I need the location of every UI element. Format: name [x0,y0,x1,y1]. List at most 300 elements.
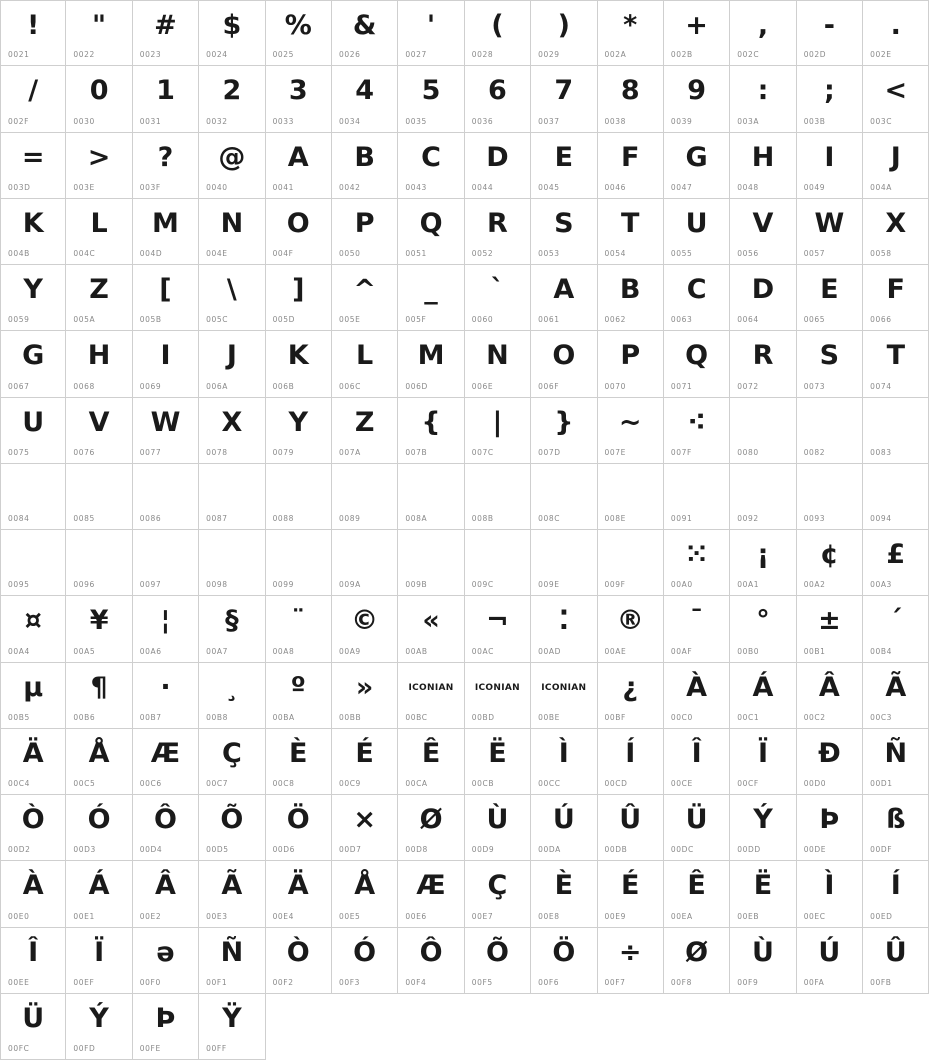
glyph-cell[interactable] [664,133,730,199]
glyph-image: Ü [22,1002,45,1034]
glyph-cell[interactable] [332,530,398,596]
glyph-code-label: 0074 [870,381,892,391]
glyph-cell[interactable] [730,398,796,464]
glyph-cell[interactable] [863,265,929,331]
glyph-cell[interactable] [531,530,597,596]
glyph-cell[interactable] [598,861,664,927]
glyph-code-label: 007C [471,447,494,457]
glyph-cell[interactable] [797,398,863,464]
glyph-image: 2 [222,75,242,107]
glyph-cell[interactable] [66,66,132,132]
glyph-image: U [22,406,45,438]
glyph-cell[interactable] [664,464,730,530]
glyph-cell[interactable] [266,663,332,729]
glyph-code-label: 009A [338,580,361,590]
glyph-code-label: 00CF [737,779,759,788]
glyph-code-label: 0060 [471,315,494,325]
glyph-cell[interactable] [133,663,199,729]
glyph-cell[interactable] [332,729,398,795]
glyph-cell[interactable] [465,66,531,132]
glyph-cell[interactable] [0,265,66,331]
glyph-cell[interactable] [863,199,929,265]
glyph-cell[interactable] [133,994,199,1060]
glyph-cell[interactable] [66,795,132,861]
glyph-cell[interactable] [664,265,730,331]
glyph-code-label: 0030 [73,116,95,126]
glyph-cell[interactable] [730,530,796,596]
glyph-cell[interactable] [797,729,863,795]
glyph-cell[interactable] [133,729,199,795]
glyph-image: Ä [22,737,44,769]
glyph-code-label: 0073 [803,381,826,391]
glyph-cell[interactable] [332,861,398,927]
glyph-cell[interactable] [133,66,199,132]
glyph-image: = [21,141,45,173]
glyph-cell[interactable] [664,795,730,861]
glyph-code-label: 00CC [538,779,561,788]
glyph-code-label: 00F2 [272,977,294,987]
glyph-cell[interactable] [465,265,531,331]
glyph-image: A [287,141,309,173]
glyph-image: . [890,10,901,41]
glyph-cell[interactable] [531,398,597,464]
glyph-image: ] [292,274,305,305]
glyph-cell[interactable] [797,596,863,662]
glyph-cell[interactable] [465,729,531,795]
glyph-cell[interactable] [664,0,730,66]
glyph-cell[interactable] [332,133,398,199]
glyph-image: ` [490,274,505,305]
glyph-cell[interactable] [398,729,464,795]
glyph-cell[interactable] [398,530,464,596]
glyph-cell[interactable] [66,464,132,530]
glyph-cell[interactable] [0,729,66,795]
glyph-image: Ô [419,936,443,968]
glyph-cell[interactable] [266,199,332,265]
glyph-image [598,536,663,574]
glyph-cell[interactable] [66,530,132,596]
glyph-cell[interactable] [66,596,132,662]
glyph-image: 8 [620,75,640,107]
glyph-cell[interactable] [266,331,332,397]
glyph-cell[interactable] [133,199,199,265]
glyph-image: Ò [286,936,310,968]
glyph-cell[interactable] [863,861,929,927]
glyph-cell[interactable] [0,66,66,132]
glyph-cell[interactable] [199,133,265,199]
glyph-image [398,536,463,574]
glyph-cell[interactable] [133,861,199,927]
glyph-cell[interactable] [0,994,66,1060]
glyph-cell[interactable] [133,133,199,199]
glyph-cell[interactable] [398,133,464,199]
glyph-cell[interactable] [531,729,597,795]
glyph-cell[interactable] [465,133,531,199]
glyph-cell[interactable] [266,530,332,596]
glyph-cell[interactable] [332,331,398,397]
glyph-cell[interactable] [66,663,132,729]
glyph-cell[interactable] [199,596,265,662]
glyph-cell[interactable] [465,861,531,927]
glyph-code-label: 00EB [737,911,760,921]
glyph-cell[interactable] [465,331,531,397]
glyph-cell[interactable] [531,861,597,927]
glyph-cell[interactable] [863,0,929,66]
glyph-cell[interactable] [266,0,332,66]
glyph-cell[interactable] [266,133,332,199]
glyph-code-label: 0058 [870,249,892,258]
glyph-image: ( [491,10,504,41]
glyph-cell[interactable] [332,464,398,530]
glyph-code-label: 00D7 [338,845,362,855]
glyph-cell[interactable] [797,0,863,66]
glyph-code-label: 002F [8,116,30,126]
glyph-cell[interactable] [0,861,66,927]
glyph-cell[interactable] [266,398,332,464]
glyph-cell[interactable] [664,199,730,265]
glyph-cell[interactable] [398,464,464,530]
glyph-cell[interactable] [398,331,464,397]
glyph-cell[interactable] [465,464,531,530]
glyph-image: ? [157,141,174,173]
glyph-cell[interactable] [730,464,796,530]
glyph-cell[interactable] [531,0,597,66]
glyph-image: ß [886,804,906,835]
glyph-code-label: 00A0 [670,580,693,590]
glyph-cell[interactable] [531,795,597,861]
glyph-cell[interactable] [465,596,531,662]
glyph-cell[interactable] [0,133,66,199]
glyph-cell[interactable] [797,464,863,530]
glyph-cell[interactable] [199,199,265,265]
glyph-cell[interactable] [598,530,664,596]
glyph-cell[interactable] [598,464,664,530]
glyph-cell[interactable] [465,795,531,861]
glyph-cell[interactable] [66,0,132,66]
glyph-image: R [487,207,508,239]
glyph-image: © [351,605,379,637]
glyph-cell[interactable] [133,398,199,464]
glyph-cell[interactable] [598,66,664,132]
glyph-cell[interactable] [730,795,796,861]
glyph-cell[interactable] [199,0,265,66]
glyph-image: _ [424,274,438,305]
glyph-cell[interactable] [797,66,863,132]
glyph-cell[interactable] [598,663,664,729]
glyph-cell[interactable] [465,398,531,464]
glyph-cell[interactable] [266,596,332,662]
glyph-cell[interactable] [730,133,796,199]
glyph-cell[interactable] [797,663,863,729]
glyph-cell[interactable] [133,795,199,861]
glyph-code-label: 0039 [670,116,693,126]
glyph-image: | [492,406,503,438]
glyph-cell[interactable] [332,0,398,66]
glyph-cell[interactable] [531,199,597,265]
glyph-cell[interactable] [398,663,464,729]
glyph-cell[interactable] [133,464,199,530]
glyph-cell[interactable] [398,795,464,861]
glyph-code-label: 008E [604,514,626,523]
glyph-cell[interactable] [730,66,796,132]
glyph-cell[interactable] [465,663,531,729]
glyph-cell[interactable] [531,596,597,662]
glyph-cell[interactable] [730,0,796,66]
glyph-image: « [422,605,440,637]
glyph-cell[interactable] [266,795,332,861]
glyph-cell[interactable] [133,596,199,662]
glyph-image: È [289,737,308,769]
glyph-code-label: 00DE [803,845,827,855]
glyph-code-label: 00C1 [737,712,760,722]
glyph-cell[interactable] [664,530,730,596]
glyph-cell[interactable] [730,199,796,265]
glyph-cell[interactable] [531,66,597,132]
glyph-cell[interactable] [332,596,398,662]
glyph-cell[interactable] [863,530,929,596]
glyph-cell[interactable] [66,199,132,265]
glyph-cell[interactable] [0,530,66,596]
glyph-image: R [752,340,774,372]
glyph-cell[interactable] [0,795,66,861]
glyph-cell[interactable] [199,795,265,861]
glyph-cell[interactable] [664,331,730,397]
glyph-cell[interactable] [797,331,863,397]
glyph-cell[interactable] [531,928,597,994]
glyph-cell[interactable] [0,464,66,530]
glyph-cell[interactable] [730,265,796,331]
glyph-cell[interactable] [664,663,730,729]
glyph-cell[interactable] [863,398,929,464]
glyph-cell[interactable] [398,861,464,927]
glyph-cell[interactable] [797,530,863,596]
glyph-code-label: 00C4 [8,779,30,788]
glyph-image [133,470,198,508]
glyph-cell[interactable] [730,331,796,397]
glyph-cell[interactable] [133,265,199,331]
glyph-cell[interactable] [863,596,929,662]
glyph-code-label: 00B0 [737,646,760,656]
glyph-cell[interactable] [664,729,730,795]
glyph-cell[interactable] [0,398,66,464]
glyph-image: ~ [618,406,642,438]
glyph-cell[interactable] [266,265,332,331]
glyph-cell[interactable] [332,66,398,132]
glyph-cell[interactable] [664,398,730,464]
glyph-image [730,404,795,442]
glyph-cell[interactable] [398,596,464,662]
glyph-image: Ó [87,804,111,835]
glyph-cell[interactable] [598,729,664,795]
glyph-cell[interactable] [598,265,664,331]
glyph-cell[interactable] [863,795,929,861]
glyph-cell[interactable] [465,0,531,66]
glyph-cell[interactable] [66,861,132,927]
glyph-cell[interactable] [133,928,199,994]
glyph-image: Ù [486,804,509,835]
glyph-cell[interactable] [730,928,796,994]
glyph-cell[interactable] [66,265,132,331]
glyph-cell[interactable] [598,928,664,994]
glyph-cell[interactable] [730,596,796,662]
glyph-code-label: 008B [471,514,494,523]
glyph-cell[interactable] [266,928,332,994]
glyph-cell[interactable] [598,0,664,66]
glyph-cell[interactable] [863,66,929,132]
glyph-image: $ [222,10,242,41]
glyph-cell[interactable] [664,861,730,927]
glyph-cell[interactable] [465,530,531,596]
glyph-code-label: 00FA [803,977,825,987]
glyph-cell[interactable] [66,928,132,994]
glyph-code-label: 00B4 [870,646,892,656]
glyph-cell[interactable] [133,331,199,397]
glyph-cell[interactable] [0,663,66,729]
glyph-cell[interactable] [133,0,199,66]
glyph-cell[interactable] [797,861,863,927]
glyph-cell[interactable] [863,133,929,199]
glyph-cell[interactable] [66,331,132,397]
glyph-image: ¿ [622,671,639,703]
glyph-code-label: 00AC [471,646,494,656]
glyph-cell[interactable] [730,861,796,927]
glyph-image: C [686,274,707,305]
glyph-cell[interactable] [266,729,332,795]
glyph-image: } [554,406,574,438]
glyph-cell[interactable] [199,331,265,397]
glyph-cell[interactable] [863,928,929,994]
glyph-code-label: 0098 [206,580,228,590]
glyph-cell[interactable] [266,66,332,132]
glyph-cell[interactable] [531,663,597,729]
glyph-code-label: 0085 [73,514,95,523]
glyph-cell[interactable] [199,861,265,927]
glyph-cell[interactable] [0,0,66,66]
glyph-cell[interactable] [199,530,265,596]
glyph-code-label: 00D6 [272,845,296,855]
glyph-cell[interactable] [863,729,929,795]
glyph-cell[interactable] [531,331,597,397]
glyph-cell[interactable] [531,133,597,199]
glyph-image [133,536,198,574]
glyph-code-label: 0088 [272,514,295,523]
glyph-cell[interactable] [664,596,730,662]
glyph-cell[interactable] [332,795,398,861]
glyph-cell[interactable] [664,66,730,132]
glyph-cell[interactable] [199,398,265,464]
glyph-image: ⁖ [687,406,706,438]
glyph-image: Þ [819,804,840,835]
glyph-cell[interactable] [797,133,863,199]
glyph-image: Ö [286,804,310,835]
glyph-cell[interactable] [0,331,66,397]
glyph-cell[interactable] [332,199,398,265]
glyph-cell[interactable] [730,729,796,795]
glyph-cell[interactable] [797,795,863,861]
glyph-image: É [620,870,640,902]
glyph-cell[interactable] [797,928,863,994]
glyph-cell[interactable] [863,331,929,397]
glyph-code-label: 002A [604,50,627,60]
glyph-cell[interactable] [199,994,265,1060]
glyph-image: Y [288,406,309,438]
glyph-cell[interactable] [797,199,863,265]
glyph-cell[interactable] [199,464,265,530]
glyph-cell[interactable] [797,265,863,331]
glyph-cell[interactable] [465,199,531,265]
glyph-cell[interactable] [531,464,597,530]
glyph-cell[interactable] [66,398,132,464]
glyph-code-label: 003C [870,116,893,126]
glyph-cell[interactable] [199,928,265,994]
glyph-cell[interactable] [598,398,664,464]
glyph-cell[interactable] [730,663,796,729]
glyph-cell[interactable] [598,133,664,199]
glyph-cell[interactable] [266,464,332,530]
glyph-cell[interactable] [199,265,265,331]
glyph-image: ^ [353,274,376,305]
glyph-cell[interactable] [0,928,66,994]
glyph-cell[interactable] [133,530,199,596]
glyph-code-label: 00C6 [139,779,162,788]
glyph-cell[interactable] [0,199,66,265]
glyph-code-label: 0065 [803,315,826,325]
glyph-cell[interactable] [332,663,398,729]
glyph-code-label: 00EE [8,977,30,987]
glyph-code-label: 00CB [471,779,495,788]
glyph-cell[interactable] [332,928,398,994]
glyph-code-label: 0041 [272,182,295,192]
glyph-cell[interactable] [332,265,398,331]
glyph-cell[interactable] [332,398,398,464]
glyph-cell[interactable] [66,994,132,1060]
glyph-cell[interactable] [598,795,664,861]
glyph-cell[interactable] [598,199,664,265]
glyph-cell[interactable] [0,596,66,662]
glyph-code-label: 0037 [538,116,560,126]
glyph-cell[interactable] [465,928,531,994]
glyph-cell[interactable] [199,66,265,132]
glyph-image: Q [419,207,443,239]
glyph-cell[interactable] [863,663,929,729]
glyph-code-label: 00E3 [206,911,228,921]
glyph-cell[interactable] [531,265,597,331]
glyph-cell[interactable] [199,729,265,795]
glyph-cell[interactable] [398,0,464,66]
glyph-cell[interactable] [598,596,664,662]
glyph-cell[interactable] [398,66,464,132]
glyph-code-label: 00F7 [604,977,626,987]
glyph-cell[interactable] [398,398,464,464]
glyph-image: Å [88,737,110,769]
glyph-cell[interactable] [598,331,664,397]
glyph-cell[interactable] [398,928,464,994]
glyph-image [465,536,530,574]
glyph-cell[interactable] [398,199,464,265]
glyph-cell[interactable] [863,464,929,530]
glyph-image [531,470,596,508]
glyph-cell[interactable] [199,663,265,729]
glyph-cell[interactable] [66,729,132,795]
glyph-code-label: 005E [338,315,361,325]
glyph-cell[interactable] [66,133,132,199]
glyph-cell[interactable] [398,265,464,331]
glyph-image: F [886,274,905,305]
glyph-cell[interactable] [664,928,730,994]
glyph-cell[interactable] [266,861,332,927]
glyph-code-label: 00FD [73,1044,96,1053]
glyph-image: ¸ [225,671,239,703]
